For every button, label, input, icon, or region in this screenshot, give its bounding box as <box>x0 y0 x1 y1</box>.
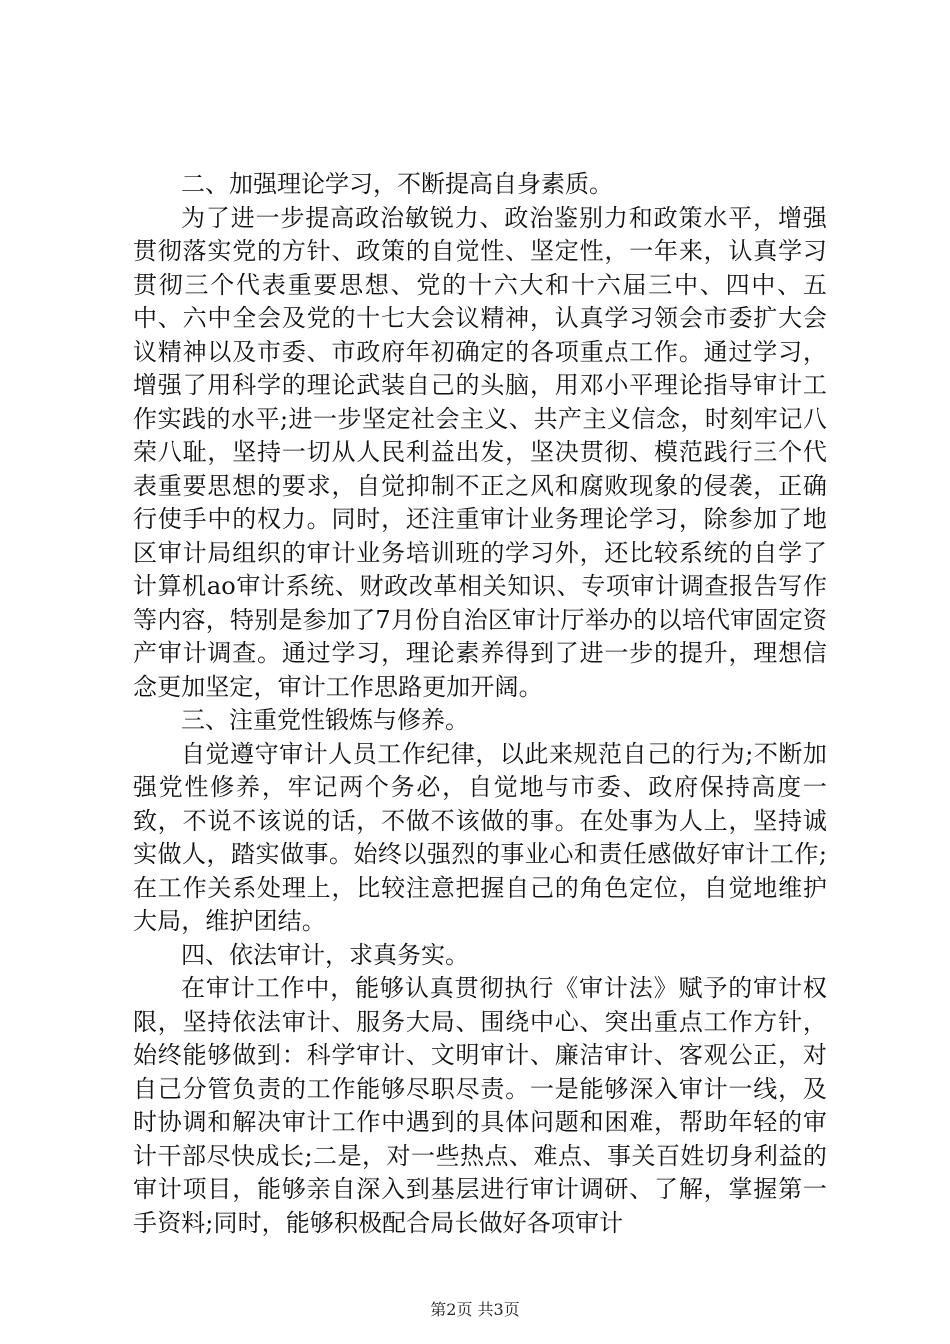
section-heading-3: 三、注重党性锻炼与修养。 <box>181 706 469 734</box>
section-paragraph-3: 自觉遵守审计人员工作纪律，以此来规范自己的行为;不断加强党性修养，牢记两个务必，自觉地与市委、政府保持高度一致，不说不该说的话，不做不该做的事。在处事为人上，坚持诚实做人，踏实做事。始终以强烈的事业心和责任感做好审计工作;在工作关系处理上，比较注意把握自己的角色定位，自觉地维护大局，维护团结。 <box>133 739 827 935</box>
page-number-footer: 第2页 共3页 <box>430 1300 520 1319</box>
section-paragraph-2: 为了进一步提高政治敏锐力、政治鉴别力和政策水平，增强贯彻落实党的方针、政策的自觉性、坚定性，一年来，认真学习贯彻三个代表重要思想、党的十六大和十六届三中、四中、五中、六中全会及党的十七大会议精神，认真学习领会市委扩大会议精神以及市委、市政府年初确定的各项重点工作。通过学习，增强了用科学的理论武装自己的头脑，用邓小平理论指导审计工作实践的水平;进一步坚定社会主义、共产主义信念，时刻牢记八荣八耻，坚持一切从人民利益出发，坚决贯彻、模范践行三个代表重要思想的要求，自觉抑制不正之风和腐败现象的侵袭，正确行使手中的权力。同时，还注重审计业务理论学习，除参加了地区审计局组织的审计业务培训班的学习外，还比较系统的自学了计算机ao审计系统、财政改革相关知识、专项审计调查报告写作等内容，特别是参加了7月份自治区审计厅举办的以培代审固定资产审计调查。通过学习，理论素养得到了进一步的提升，理想信念更加坚定，审计工作思路更加开阔。 <box>133 203 827 701</box>
section-paragraph-4: 在审计工作中，能够认真贯彻执行《审计法》赋予的审计权限，坚持依法审计、服务大局、围绕中心、突出重点工作方针，始终能够做到：科学审计、文明审计、廉洁审计、客观公正，对自己分管负责的工作能够尽职尽责。一是能够深入审计一线，及时协调和解决审计工作中遇到的具体问题和困难，帮助年轻的审计干部尽快成长;二是，对一些热点、难点、事关百姓切身利益的审计项目，能够亲自深入到基层进行审计调研、了解，掌握第一手资料;同时，能够积极配合局长做好各项审计 <box>133 974 827 1237</box>
section-heading-4: 四、依法审计，求真务实。 <box>181 940 469 969</box>
section-heading-2: 二、加强理论学习，不断提高自身素质。 <box>181 170 613 198</box>
document-body <box>133 168 827 1240</box>
